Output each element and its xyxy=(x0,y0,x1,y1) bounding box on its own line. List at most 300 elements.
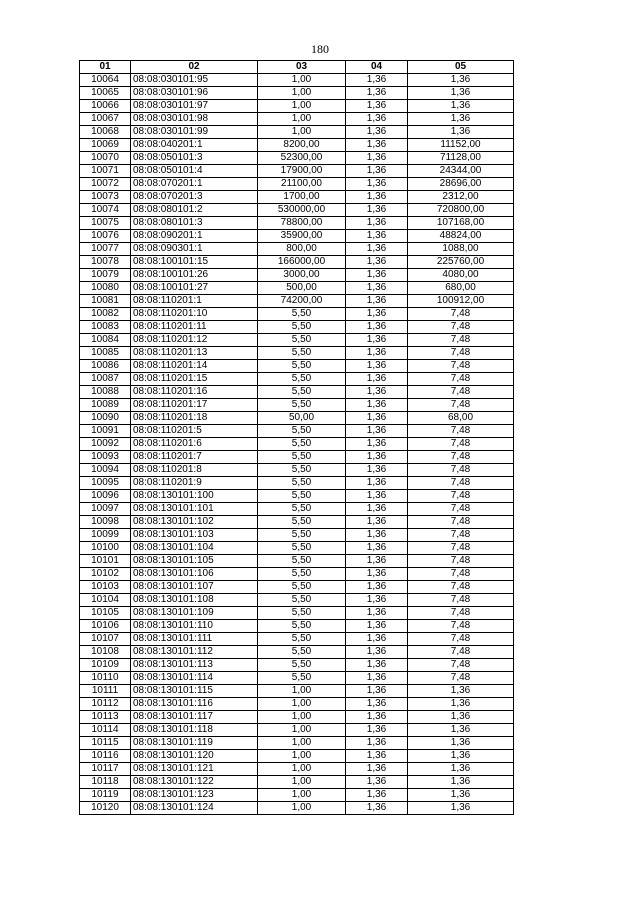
table-row xyxy=(80,412,514,425)
cell-total: 48824,00 xyxy=(408,230,514,243)
cell-id: 10067 xyxy=(80,113,131,126)
table-row xyxy=(80,230,514,243)
cell-cadastral-number: 08:08:070201:3 xyxy=(131,191,258,204)
cell-quantity: 1,00 xyxy=(258,100,346,113)
cell-id: 10075 xyxy=(80,217,131,230)
cell-quantity: 5,50 xyxy=(258,594,346,607)
cell-quantity: 1,00 xyxy=(258,685,346,698)
table-row xyxy=(80,360,514,373)
cell-cadastral-number: 08:08:110201:13 xyxy=(131,347,258,360)
cell-coefficient: 1,36 xyxy=(346,490,408,503)
cell-id: 10079 xyxy=(80,269,131,282)
cell-id: 10097 xyxy=(80,503,131,516)
cell-quantity: 1,00 xyxy=(258,711,346,724)
cell-total: 7,48 xyxy=(408,633,514,646)
cell-total: 24344,00 xyxy=(408,165,514,178)
cell-quantity: 5,50 xyxy=(258,529,346,542)
cell-id: 10120 xyxy=(80,802,131,815)
cell-cadastral-number: 08:08:130101:114 xyxy=(131,672,258,685)
cell-cadastral-number: 08:08:100101:26 xyxy=(131,269,258,282)
cell-cadastral-number: 08:08:130101:109 xyxy=(131,607,258,620)
cell-coefficient: 1,36 xyxy=(346,230,408,243)
cell-id: 10115 xyxy=(80,737,131,750)
cell-quantity: 5,50 xyxy=(258,581,346,594)
table-row xyxy=(80,698,514,711)
cell-coefficient: 1,36 xyxy=(346,789,408,802)
column-header-03: 03 xyxy=(258,61,346,74)
cell-coefficient: 1,36 xyxy=(346,243,408,256)
cell-total: 28696,00 xyxy=(408,178,514,191)
cell-quantity: 5,50 xyxy=(258,633,346,646)
cell-id: 10070 xyxy=(80,152,131,165)
cell-quantity: 5,50 xyxy=(258,464,346,477)
cell-coefficient: 1,36 xyxy=(346,217,408,230)
cell-coefficient: 1,36 xyxy=(346,412,408,425)
cell-id: 10093 xyxy=(80,451,131,464)
cell-id: 10118 xyxy=(80,776,131,789)
table-row xyxy=(80,139,514,152)
cell-total: 1,36 xyxy=(408,685,514,698)
cell-id: 10077 xyxy=(80,243,131,256)
cell-total: 7,48 xyxy=(408,607,514,620)
cell-coefficient: 1,36 xyxy=(346,698,408,711)
cell-total: 7,48 xyxy=(408,542,514,555)
cell-quantity: 5,50 xyxy=(258,386,346,399)
cell-cadastral-number: 08:08:130101:116 xyxy=(131,698,258,711)
cell-cadastral-number: 08:08:110201:16 xyxy=(131,386,258,399)
cell-quantity: 5,50 xyxy=(258,399,346,412)
cell-id: 10094 xyxy=(80,464,131,477)
cell-total: 1,36 xyxy=(408,789,514,802)
table-row xyxy=(80,503,514,516)
cell-coefficient: 1,36 xyxy=(346,256,408,269)
cell-coefficient: 1,36 xyxy=(346,737,408,750)
table-row xyxy=(80,490,514,503)
cell-total: 1,36 xyxy=(408,763,514,776)
table-row xyxy=(80,282,514,295)
cell-cadastral-number: 08:08:130101:124 xyxy=(131,802,258,815)
table-row xyxy=(80,113,514,126)
table-row xyxy=(80,763,514,776)
cell-coefficient: 1,36 xyxy=(346,477,408,490)
cell-quantity: 5,50 xyxy=(258,568,346,581)
cell-quantity: 5,50 xyxy=(258,373,346,386)
cell-cadastral-number: 08:08:130101:118 xyxy=(131,724,258,737)
table-row xyxy=(80,178,514,191)
cell-coefficient: 1,36 xyxy=(346,594,408,607)
table-row xyxy=(80,633,514,646)
cell-total: 7,48 xyxy=(408,672,514,685)
table-row xyxy=(80,789,514,802)
cell-id: 10074 xyxy=(80,204,131,217)
cell-id: 10111 xyxy=(80,685,131,698)
cell-id: 10091 xyxy=(80,425,131,438)
cell-total: 107168,00 xyxy=(408,217,514,230)
table-row xyxy=(80,373,514,386)
cell-total: 7,48 xyxy=(408,555,514,568)
data-table xyxy=(79,60,514,815)
table-row xyxy=(80,425,514,438)
cell-coefficient: 1,36 xyxy=(346,165,408,178)
cell-cadastral-number: 08:08:070201:1 xyxy=(131,178,258,191)
cell-quantity: 1,00 xyxy=(258,802,346,815)
cell-total: 1,36 xyxy=(408,802,514,815)
table-row xyxy=(80,620,514,633)
cell-total: 7,48 xyxy=(408,581,514,594)
cell-id: 10108 xyxy=(80,646,131,659)
cell-quantity: 5,50 xyxy=(258,659,346,672)
cell-coefficient: 1,36 xyxy=(346,191,408,204)
table-row xyxy=(80,217,514,230)
table-row xyxy=(80,399,514,412)
cell-quantity: 5,50 xyxy=(258,347,346,360)
cell-cadastral-number: 08:08:130101:107 xyxy=(131,581,258,594)
cell-id: 10073 xyxy=(80,191,131,204)
header-row xyxy=(80,61,514,74)
table-row xyxy=(80,438,514,451)
cell-coefficient: 1,36 xyxy=(346,269,408,282)
cell-id: 10113 xyxy=(80,711,131,724)
cell-quantity: 530000,00 xyxy=(258,204,346,217)
cell-cadastral-number: 08:08:130101:110 xyxy=(131,620,258,633)
cell-id: 10103 xyxy=(80,581,131,594)
cell-quantity: 78800,00 xyxy=(258,217,346,230)
cell-cadastral-number: 08:08:030101:95 xyxy=(131,74,258,87)
cell-quantity: 5,50 xyxy=(258,646,346,659)
cell-id: 10102 xyxy=(80,568,131,581)
cell-total: 7,48 xyxy=(408,620,514,633)
cell-id: 10076 xyxy=(80,230,131,243)
table-row xyxy=(80,74,514,87)
cell-quantity: 5,50 xyxy=(258,516,346,529)
cell-coefficient: 1,36 xyxy=(346,555,408,568)
cell-total: 1,36 xyxy=(408,87,514,100)
cell-total: 7,48 xyxy=(408,503,514,516)
cell-quantity: 5,50 xyxy=(258,477,346,490)
cell-total: 1,36 xyxy=(408,776,514,789)
cell-cadastral-number: 08:08:130101:112 xyxy=(131,646,258,659)
cell-id: 10119 xyxy=(80,789,131,802)
cell-total: 7,48 xyxy=(408,594,514,607)
cell-coefficient: 1,36 xyxy=(346,542,408,555)
cell-cadastral-number: 08:08:110201:17 xyxy=(131,399,258,412)
table-row xyxy=(80,685,514,698)
cell-coefficient: 1,36 xyxy=(346,633,408,646)
cell-total: 7,48 xyxy=(408,477,514,490)
table-row xyxy=(80,87,514,100)
cell-coefficient: 1,36 xyxy=(346,282,408,295)
cell-quantity: 1,00 xyxy=(258,113,346,126)
cell-total: 225760,00 xyxy=(408,256,514,269)
cell-id: 10087 xyxy=(80,373,131,386)
table-row xyxy=(80,672,514,685)
table-row xyxy=(80,308,514,321)
cell-cadastral-number: 08:08:130101:100 xyxy=(131,490,258,503)
cell-total: 1,36 xyxy=(408,750,514,763)
column-header-05: 05 xyxy=(408,61,514,74)
cell-cadastral-number: 08:08:130101:111 xyxy=(131,633,258,646)
cell-total: 7,48 xyxy=(408,464,514,477)
cell-id: 10107 xyxy=(80,633,131,646)
column-header-02: 02 xyxy=(131,61,258,74)
cell-total: 2312,00 xyxy=(408,191,514,204)
cell-cadastral-number: 08:08:110201:10 xyxy=(131,308,258,321)
cell-coefficient: 1,36 xyxy=(346,178,408,191)
cell-coefficient: 1,36 xyxy=(346,763,408,776)
cell-quantity: 5,50 xyxy=(258,360,346,373)
cell-coefficient: 1,36 xyxy=(346,646,408,659)
table-row xyxy=(80,724,514,737)
cell-total: 1,36 xyxy=(408,100,514,113)
cell-coefficient: 1,36 xyxy=(346,152,408,165)
cell-coefficient: 1,36 xyxy=(346,451,408,464)
cell-coefficient: 1,36 xyxy=(346,581,408,594)
cell-quantity: 1,00 xyxy=(258,750,346,763)
cell-quantity: 1,00 xyxy=(258,87,346,100)
cell-cadastral-number: 08:08:130101:121 xyxy=(131,763,258,776)
cell-cadastral-number: 08:08:130101:122 xyxy=(131,776,258,789)
cell-total: 7,48 xyxy=(408,308,514,321)
cell-cadastral-number: 08:08:050101:3 xyxy=(131,152,258,165)
cell-total: 11152,00 xyxy=(408,139,514,152)
cell-cadastral-number: 08:08:040201:1 xyxy=(131,139,258,152)
cell-coefficient: 1,36 xyxy=(346,386,408,399)
table-row xyxy=(80,542,514,555)
cell-quantity: 50,00 xyxy=(258,412,346,425)
cell-cadastral-number: 08:08:130101:117 xyxy=(131,711,258,724)
cell-cadastral-number: 08:08:130101:113 xyxy=(131,659,258,672)
cell-quantity: 35900,00 xyxy=(258,230,346,243)
cell-cadastral-number: 08:08:080101:2 xyxy=(131,204,258,217)
cell-quantity: 5,50 xyxy=(258,672,346,685)
cell-quantity: 800,00 xyxy=(258,243,346,256)
cell-id: 10104 xyxy=(80,594,131,607)
cell-quantity: 5,50 xyxy=(258,321,346,334)
cell-quantity: 5,50 xyxy=(258,490,346,503)
cell-cadastral-number: 08:08:030101:96 xyxy=(131,87,258,100)
cell-coefficient: 1,36 xyxy=(346,711,408,724)
cell-quantity: 5,50 xyxy=(258,438,346,451)
column-header-04: 04 xyxy=(346,61,408,74)
cell-id: 10109 xyxy=(80,659,131,672)
cell-quantity: 1,00 xyxy=(258,724,346,737)
table-row xyxy=(80,711,514,724)
cell-coefficient: 1,36 xyxy=(346,464,408,477)
cell-coefficient: 1,36 xyxy=(346,607,408,620)
cell-coefficient: 1,36 xyxy=(346,685,408,698)
cell-coefficient: 1,36 xyxy=(346,659,408,672)
cell-id: 10083 xyxy=(80,321,131,334)
table-row xyxy=(80,347,514,360)
cell-coefficient: 1,36 xyxy=(346,295,408,308)
table-body xyxy=(80,74,514,815)
cell-cadastral-number: 08:08:130101:106 xyxy=(131,568,258,581)
cell-quantity: 5,50 xyxy=(258,542,346,555)
cell-total: 7,48 xyxy=(408,490,514,503)
cell-id: 10092 xyxy=(80,438,131,451)
cell-id: 10116 xyxy=(80,750,131,763)
cell-quantity: 3000,00 xyxy=(258,269,346,282)
cell-cadastral-number: 08:08:130101:123 xyxy=(131,789,258,802)
table-row xyxy=(80,464,514,477)
cell-cadastral-number: 08:08:100101:15 xyxy=(131,256,258,269)
cell-total: 7,48 xyxy=(408,373,514,386)
cell-coefficient: 1,36 xyxy=(346,516,408,529)
cell-quantity: 5,50 xyxy=(258,334,346,347)
cell-cadastral-number: 08:08:110201:7 xyxy=(131,451,258,464)
table-row xyxy=(80,269,514,282)
cell-cadastral-number: 08:08:130101:115 xyxy=(131,685,258,698)
cell-id: 10080 xyxy=(80,282,131,295)
table-row xyxy=(80,100,514,113)
cell-total: 7,48 xyxy=(408,516,514,529)
table-row xyxy=(80,750,514,763)
cell-quantity: 5,50 xyxy=(258,503,346,516)
cell-quantity: 74200,00 xyxy=(258,295,346,308)
table-row xyxy=(80,646,514,659)
cell-cadastral-number: 08:08:030101:97 xyxy=(131,100,258,113)
cell-total: 1,36 xyxy=(408,126,514,139)
cell-quantity: 21100,00 xyxy=(258,178,346,191)
table-row xyxy=(80,477,514,490)
cell-total: 7,48 xyxy=(408,334,514,347)
table-row xyxy=(80,386,514,399)
table-row xyxy=(80,659,514,672)
cell-coefficient: 1,36 xyxy=(346,360,408,373)
cell-total: 7,48 xyxy=(408,659,514,672)
cell-cadastral-number: 08:08:130101:103 xyxy=(131,529,258,542)
cell-total: 7,48 xyxy=(408,347,514,360)
table-row xyxy=(80,321,514,334)
cell-total: 1,36 xyxy=(408,724,514,737)
cell-coefficient: 1,36 xyxy=(346,776,408,789)
table-row xyxy=(80,191,514,204)
cell-id: 10064 xyxy=(80,74,131,87)
cell-cadastral-number: 08:08:110201:12 xyxy=(131,334,258,347)
cell-id: 10089 xyxy=(80,399,131,412)
cell-coefficient: 1,36 xyxy=(346,113,408,126)
cell-coefficient: 1,36 xyxy=(346,802,408,815)
cell-total: 1,36 xyxy=(408,737,514,750)
cell-total: 7,48 xyxy=(408,568,514,581)
table-row xyxy=(80,516,514,529)
table-row xyxy=(80,737,514,750)
cell-cadastral-number: 08:08:090301:1 xyxy=(131,243,258,256)
cell-total: 71128,00 xyxy=(408,152,514,165)
cell-id: 10117 xyxy=(80,763,131,776)
cell-quantity: 52300,00 xyxy=(258,152,346,165)
cell-id: 10090 xyxy=(80,412,131,425)
cell-id: 10072 xyxy=(80,178,131,191)
cell-cadastral-number: 08:08:110201:1 xyxy=(131,295,258,308)
cell-quantity: 500,00 xyxy=(258,282,346,295)
cell-id: 10082 xyxy=(80,308,131,321)
cell-quantity: 1,00 xyxy=(258,776,346,789)
cell-coefficient: 1,36 xyxy=(346,750,408,763)
cell-coefficient: 1,36 xyxy=(346,568,408,581)
cell-coefficient: 1,36 xyxy=(346,503,408,516)
cell-total: 100912,00 xyxy=(408,295,514,308)
cell-quantity: 8200,00 xyxy=(258,139,346,152)
table-row xyxy=(80,607,514,620)
cell-cadastral-number: 08:08:100101:27 xyxy=(131,282,258,295)
cell-total: 1,36 xyxy=(408,74,514,87)
table-row xyxy=(80,594,514,607)
table-row xyxy=(80,243,514,256)
cell-quantity: 1,00 xyxy=(258,126,346,139)
cell-cadastral-number: 08:08:110201:14 xyxy=(131,360,258,373)
cell-coefficient: 1,36 xyxy=(346,425,408,438)
cell-coefficient: 1,36 xyxy=(346,321,408,334)
cell-quantity: 1,00 xyxy=(258,763,346,776)
cell-quantity: 1,00 xyxy=(258,737,346,750)
cell-id: 10112 xyxy=(80,698,131,711)
cell-id: 10081 xyxy=(80,295,131,308)
cell-cadastral-number: 08:08:110201:9 xyxy=(131,477,258,490)
cell-total: 7,48 xyxy=(408,321,514,334)
cell-coefficient: 1,36 xyxy=(346,724,408,737)
cell-cadastral-number: 08:08:110201:6 xyxy=(131,438,258,451)
cell-coefficient: 1,36 xyxy=(346,126,408,139)
cell-total: 7,48 xyxy=(408,529,514,542)
cell-coefficient: 1,36 xyxy=(346,100,408,113)
cell-id: 10069 xyxy=(80,139,131,152)
cell-coefficient: 1,36 xyxy=(346,74,408,87)
cell-total: 4080,00 xyxy=(408,269,514,282)
table-row xyxy=(80,568,514,581)
cell-total: 1,36 xyxy=(408,698,514,711)
cell-cadastral-number: 08:08:130101:102 xyxy=(131,516,258,529)
cell-cadastral-number: 08:08:130101:105 xyxy=(131,555,258,568)
cell-coefficient: 1,36 xyxy=(346,139,408,152)
cell-cadastral-number: 08:08:030101:99 xyxy=(131,126,258,139)
table-row xyxy=(80,126,514,139)
cell-total: 7,48 xyxy=(408,438,514,451)
cell-id: 10078 xyxy=(80,256,131,269)
table-row xyxy=(80,776,514,789)
cell-cadastral-number: 08:08:130101:119 xyxy=(131,737,258,750)
cell-quantity: 1700,00 xyxy=(258,191,346,204)
cell-coefficient: 1,36 xyxy=(346,529,408,542)
page-number: 180 xyxy=(311,42,329,56)
cell-cadastral-number: 08:08:030101:98 xyxy=(131,113,258,126)
cell-coefficient: 1,36 xyxy=(346,204,408,217)
table-row xyxy=(80,295,514,308)
cell-total: 7,48 xyxy=(408,399,514,412)
cell-cadastral-number: 08:08:130101:104 xyxy=(131,542,258,555)
cell-quantity: 1,00 xyxy=(258,789,346,802)
cell-coefficient: 1,36 xyxy=(346,399,408,412)
cell-cadastral-number: 08:08:110201:11 xyxy=(131,321,258,334)
cell-id: 10065 xyxy=(80,87,131,100)
cell-id: 10068 xyxy=(80,126,131,139)
cell-id: 10110 xyxy=(80,672,131,685)
cell-total: 680,00 xyxy=(408,282,514,295)
cell-id: 10099 xyxy=(80,529,131,542)
cell-cadastral-number: 08:08:050101:4 xyxy=(131,165,258,178)
table-header xyxy=(80,61,514,74)
table-row xyxy=(80,581,514,594)
cell-quantity: 5,50 xyxy=(258,555,346,568)
cell-id: 10105 xyxy=(80,607,131,620)
table-row xyxy=(80,802,514,815)
cell-coefficient: 1,36 xyxy=(346,620,408,633)
cell-quantity: 5,50 xyxy=(258,425,346,438)
cell-coefficient: 1,36 xyxy=(346,347,408,360)
cell-quantity: 1,00 xyxy=(258,698,346,711)
cell-id: 10095 xyxy=(80,477,131,490)
table-row xyxy=(80,555,514,568)
